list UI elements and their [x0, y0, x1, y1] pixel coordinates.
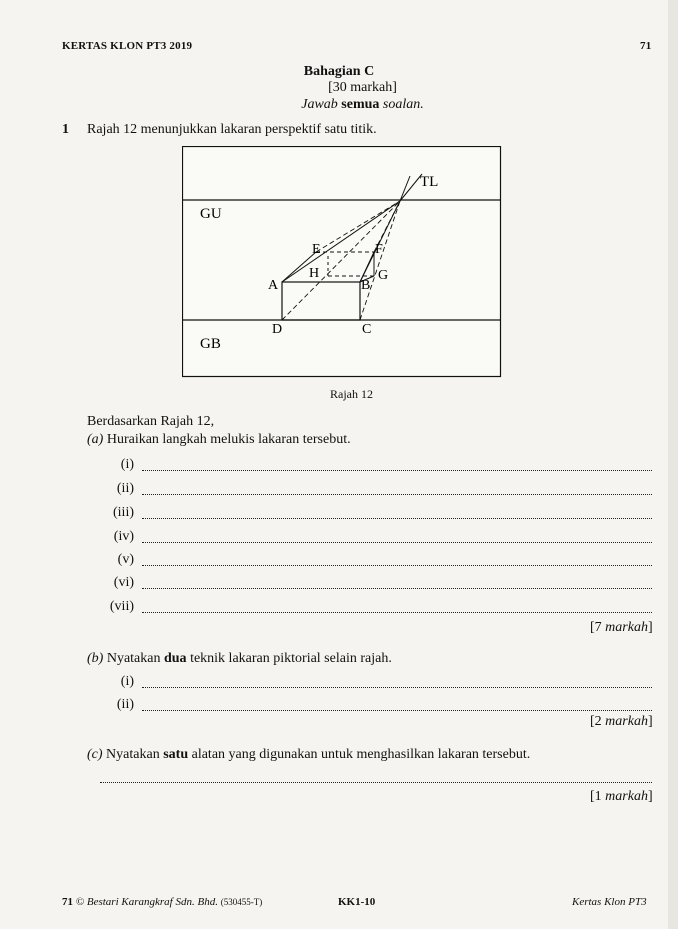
answer-line-c[interactable]	[100, 782, 652, 783]
answer-line-a2[interactable]	[142, 494, 652, 495]
part-a-prompt: (a) Huraikan langkah melukis lakaran tersebut.	[87, 432, 351, 447]
part-c-marks: [1 markah]	[590, 789, 653, 804]
answer-line-a5[interactable]	[142, 565, 652, 566]
answer-line-b2[interactable]	[142, 710, 652, 711]
part-a-marks: [7 markah]	[590, 620, 653, 635]
answer-line-a1[interactable]	[142, 470, 652, 471]
label-gu: GU	[200, 206, 222, 222]
part-b-item-2: (ii)	[116, 697, 134, 712]
part-c-prompt: (c) Nyatakan satu alatan yang digunakan untuk menghasilkan lakaran tersebut.	[87, 747, 531, 762]
part-a-item-2: (ii)	[116, 481, 134, 496]
part-a-item-1: (i)	[120, 457, 134, 472]
figure-caption: Rajah 12	[330, 387, 373, 401]
label-c: C	[362, 322, 372, 337]
answer-line-a3[interactable]	[142, 518, 652, 519]
intro-text: Berdasarkan Rajah 12,	[87, 414, 215, 429]
label-e: E	[312, 242, 321, 257]
part-a-item-3: (iii)	[113, 505, 134, 520]
label-gb: GB	[200, 336, 221, 352]
figure-frame	[183, 147, 501, 377]
label-g: G	[378, 268, 389, 283]
label-h: H	[309, 266, 320, 281]
part-b-item-1: (i)	[120, 674, 134, 689]
page-number: 71	[640, 40, 652, 52]
part-a-item-4: (iv)	[113, 529, 134, 544]
section-title: Bahagian C	[303, 64, 375, 79]
footer-code: KK1-10	[338, 896, 376, 908]
part-a-item-5: (v)	[117, 552, 134, 567]
footer-right: Kertas Klon PT3	[572, 896, 647, 908]
running-header: KERTAS KLON PT3 2019	[62, 40, 193, 52]
answer-line-b1[interactable]	[142, 687, 652, 688]
section-instruction: Jawab semua soalan.	[301, 97, 424, 112]
page-edge-shadow	[668, 0, 678, 929]
label-d: D	[272, 322, 283, 337]
label-tl: TL	[420, 174, 439, 190]
part-b-marks: [2 markah]	[590, 714, 653, 729]
part-a-item-7: (vii)	[109, 599, 134, 614]
label-a: A	[268, 278, 279, 293]
part-a-item-6: (vi)	[113, 575, 134, 590]
label-b: B	[361, 278, 371, 293]
question-number: 1	[62, 122, 69, 137]
label-f: F	[375, 242, 383, 257]
footer-left: 71 © Bestari Karangkraf Sdn. Bhd. (530455-T)	[62, 896, 263, 908]
question-text: Rajah 12 menunjukkan lakaran perspektif satu titik.	[87, 122, 377, 137]
part-b-prompt: (b) Nyatakan dua teknik lakaran piktorial selain rajah.	[87, 651, 392, 666]
answer-line-a4[interactable]	[142, 542, 652, 543]
perspective-diagram	[182, 146, 502, 378]
answer-line-a6[interactable]	[142, 588, 652, 589]
section-marks: [30 markah]	[328, 80, 397, 95]
answer-line-a7[interactable]	[142, 612, 652, 613]
